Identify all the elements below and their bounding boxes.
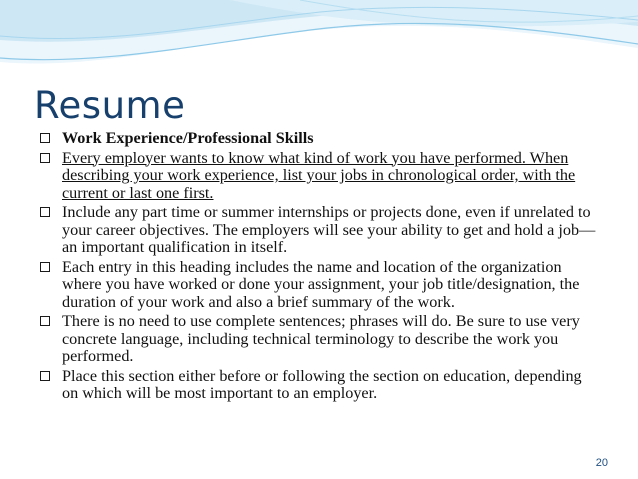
checkbox-bullet-icon (40, 133, 50, 143)
checkbox-bullet-icon (40, 316, 50, 326)
bullet-text: Include any part time or summer internships or projects done, even if unrelated to your career objectives. The employers will see your ability to get and hold a job—an important qualification in itself. (62, 203, 596, 256)
bullet-item (38, 150, 598, 203)
page-number: 20 (595, 457, 608, 469)
checkbox-bullet-icon (40, 371, 50, 381)
bullet-list (38, 130, 598, 405)
bullet-item (38, 313, 598, 366)
bullet-item (38, 204, 598, 257)
checkbox-bullet-icon (40, 262, 50, 272)
bullet-text: Each entry in this heading includes the name and location of the organization where you have worked or done your assignment, your job title/designation, the duration of your work and also a brief summary of the work. (62, 257, 580, 311)
bullet-text: Every employer wants to know what kind of work you have performed. When describing your work experience, list your jobs in chronological order, with the current or last one first. (62, 148, 576, 202)
bullet-item (38, 368, 598, 403)
checkbox-bullet-icon (40, 153, 50, 163)
bullet-item (38, 259, 598, 312)
slide-title: Resume (34, 84, 186, 127)
bullet-text: Work Experience/Professional Skills (62, 129, 314, 147)
bullet-item (38, 130, 598, 148)
bullet-text: There is no need to use complete sentences; phrases will do. Be sure to use very concrete language, including technical terminology to describe the work you performed. (62, 312, 580, 365)
bullet-text: Place this section either before or following the section on education, depending on which will be most important to an employer. (62, 366, 582, 402)
checkbox-bullet-icon (40, 207, 50, 217)
